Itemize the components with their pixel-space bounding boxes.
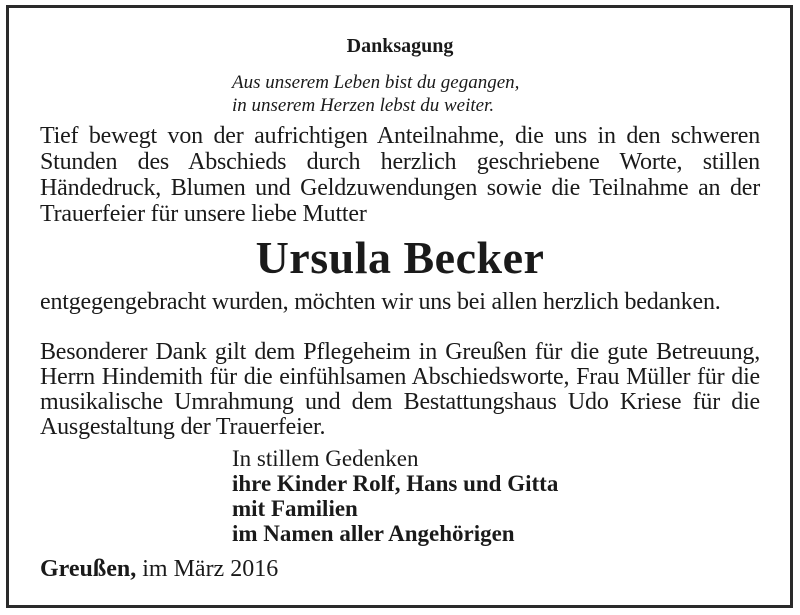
body-paragraph-1: Tief bewegt von der aufrichtigen Anteilnahme, die uns in den schweren Stunden des Abschieds durch herzlich geschriebene Worte, stillen Händedruck, Blumen und Geldzuwendungen sowie die Teilnahme an der Trauerfeier für unsere liebe Mutter bbox=[40, 123, 760, 227]
poem-line-2: in unserem Herzen lebst du weiter. bbox=[232, 95, 495, 116]
deceased-name: Ursula Becker bbox=[255, 232, 545, 283]
body-paragraph-2: entgegengebracht wurden, möchten wir uns bei allen herzlich bedanken. bbox=[40, 289, 721, 315]
poem bbox=[232, 71, 519, 117]
signature-line-1: ihre Kinder Rolf, Hans und Gitta bbox=[232, 471, 559, 496]
signature-block bbox=[232, 446, 558, 546]
body-paragraph-3: Besonderer Dank gilt dem Pflegeheim in Greußen für die gute Betreuung, Herrn Hindemith für die einfühlsamen Abschiedsworte, Frau Müller für die musikalische Umrahmung und dem Bestattungshaus Udo Kriese für die Ausgestaltung der Trauerfeier. bbox=[40, 339, 760, 440]
signature-intro: In stillem Gedenken bbox=[232, 446, 419, 471]
place-date bbox=[40, 556, 278, 583]
signature-line-3: im Namen aller Angehörigen bbox=[232, 521, 515, 546]
place-name: Greußen, bbox=[40, 556, 137, 582]
date-text: im März 2016 bbox=[142, 556, 279, 582]
signature-line-2: mit Familien bbox=[232, 496, 358, 521]
notice-heading: Danksagung bbox=[346, 35, 454, 57]
poem-line-1: Aus unserem Leben bist du gegangen, bbox=[232, 72, 520, 93]
